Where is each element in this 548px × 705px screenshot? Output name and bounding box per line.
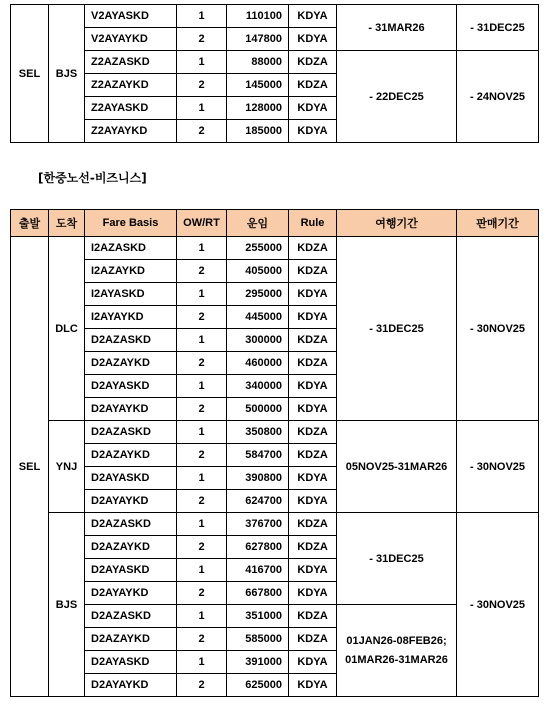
header-fare-basis: Fare Basis <box>85 210 177 237</box>
ow-rt-cell: 1 <box>177 375 227 398</box>
travel-period-cell: - 31DEC25 <box>337 237 457 421</box>
fare-basis-cell: V2AYASKD <box>85 5 177 28</box>
fare-amount-cell: 627800 <box>227 536 289 559</box>
header-fare: 운임 <box>227 210 289 237</box>
fare-amount-cell: 147800 <box>227 28 289 51</box>
fare-basis-cell: D2AYAYKD <box>85 582 177 605</box>
rule-cell: KDYA <box>289 490 337 513</box>
rule-cell: KDZA <box>289 237 337 260</box>
travel-period-cell: - 31MAR26 <box>337 5 457 51</box>
travel-period-line: 01JAN26-08FEB26; <box>346 634 447 647</box>
rule-cell: KDZA <box>289 260 337 283</box>
rule-cell: KDYA <box>289 582 337 605</box>
header-ow-rt: OW/RT <box>177 210 227 237</box>
rule-cell: KDYA <box>289 306 337 329</box>
fare-amount-cell: 416700 <box>227 559 289 582</box>
table-row <box>11 5 539 28</box>
rule-cell: KDYA <box>289 28 337 51</box>
ow-rt-cell: 1 <box>177 97 227 120</box>
rule-cell: KDZA <box>289 536 337 559</box>
fare-amount-cell: 445000 <box>227 306 289 329</box>
rule-cell: KDZA <box>289 51 337 74</box>
ow-rt-cell: 2 <box>177 582 227 605</box>
fare-amount-cell: 625000 <box>227 674 289 697</box>
ow-rt-cell: 2 <box>177 260 227 283</box>
ow-rt-cell: 2 <box>177 306 227 329</box>
rule-cell: KDZA <box>289 421 337 444</box>
ow-rt-cell: 2 <box>177 490 227 513</box>
fare-basis-cell: I2AZAYKD <box>85 260 177 283</box>
rule-cell: KDYA <box>289 651 337 674</box>
ow-rt-cell: 2 <box>177 28 227 51</box>
travel-period-cell: - 31DEC25 <box>337 513 457 605</box>
fare-basis-cell: I2AYASKD <box>85 283 177 306</box>
fare-amount-cell: 391000 <box>227 651 289 674</box>
fare-amount-cell: 390800 <box>227 467 289 490</box>
fare-basis-cell: D2AZAYKD <box>85 536 177 559</box>
rule-cell: KDYA <box>289 97 337 120</box>
ow-rt-cell: 1 <box>177 559 227 582</box>
ow-rt-cell: 1 <box>177 513 227 536</box>
rule-cell: KDYA <box>289 398 337 421</box>
sales-period-cell: - 30NOV25 <box>457 237 539 421</box>
fare-basis-cell: Z2AYASKD <box>85 97 177 120</box>
ow-rt-cell: 2 <box>177 536 227 559</box>
fare-amount-cell: 185000 <box>227 120 289 143</box>
fare-basis-cell: I2AZASKD <box>85 237 177 260</box>
fare-amount-cell: 145000 <box>227 74 289 97</box>
header-travel-period: 여행기간 <box>337 210 457 237</box>
sales-period-cell: - 24NOV25 <box>457 51 539 143</box>
fare-basis-cell: D2AYAYKD <box>85 490 177 513</box>
rule-cell: KDZA <box>289 329 337 352</box>
rule-cell: KDYA <box>289 559 337 582</box>
fare-amount-cell: 624700 <box>227 490 289 513</box>
rule-cell: KDZA <box>289 74 337 97</box>
fare-basis-cell: D2AYASKD <box>85 375 177 398</box>
fare-basis-cell: D2AZASKD <box>85 421 177 444</box>
fare-basis-cell: D2AYASKD <box>85 467 177 490</box>
fare-amount-cell: 667800 <box>227 582 289 605</box>
fare-amount-cell: 460000 <box>227 352 289 375</box>
fare-basis-cell: D2AZAYKD <box>85 444 177 467</box>
rule-cell: KDYA <box>289 674 337 697</box>
sales-period-cell: - 30NOV25 <box>457 421 539 513</box>
rule-cell: KDYA <box>289 375 337 398</box>
origin-cell: SEL <box>11 237 49 697</box>
fare-amount-cell: 340000 <box>227 375 289 398</box>
ow-rt-cell: 2 <box>177 120 227 143</box>
destination-cell: BJS <box>49 513 85 697</box>
ow-rt-cell: 2 <box>177 628 227 651</box>
fare-basis-cell: I2AYAYKD <box>85 306 177 329</box>
rule-cell: KDYA <box>289 5 337 28</box>
ow-rt-cell: 1 <box>177 283 227 306</box>
table-row <box>11 237 539 260</box>
travel-period-cell <box>337 605 457 697</box>
fare-amount-cell: 584700 <box>227 444 289 467</box>
fare-table-business <box>10 209 539 697</box>
header-sales-period: 판매기간 <box>457 210 539 237</box>
sales-period-cell: - 31DEC25 <box>457 5 539 51</box>
table-row <box>11 513 539 536</box>
fare-basis-cell: D2AYAYKD <box>85 674 177 697</box>
fare-basis-cell: D2AZAYKD <box>85 352 177 375</box>
fare-basis-cell: D2AZASKD <box>85 605 177 628</box>
rule-cell: KDYA <box>289 283 337 306</box>
ow-rt-cell: 1 <box>177 51 227 74</box>
travel-period-cell: - 22DEC25 <box>337 51 457 143</box>
ow-rt-cell: 1 <box>177 329 227 352</box>
travel-period-line: 01MAR26-31MAR26 <box>345 653 448 666</box>
fare-basis-cell: D2AZASKD <box>85 329 177 352</box>
fare-amount-cell: 300000 <box>227 329 289 352</box>
sales-period-cell: - 30NOV25 <box>457 513 539 697</box>
rule-cell: KDZA <box>289 513 337 536</box>
fare-basis-cell: D2AZAYKD <box>85 628 177 651</box>
fare-amount-cell: 585000 <box>227 628 289 651</box>
destination-cell: YNJ <box>49 421 85 513</box>
fare-table-top <box>10 4 539 143</box>
fare-basis-cell: D2AZASKD <box>85 513 177 536</box>
section-title: [한중노선-비즈니스] <box>38 171 147 185</box>
ow-rt-cell: 2 <box>177 74 227 97</box>
table-header-row <box>11 210 539 237</box>
rule-cell: KDYA <box>289 467 337 490</box>
rule-cell: KDZA <box>289 628 337 651</box>
fare-amount-cell: 110100 <box>227 5 289 28</box>
fare-basis-cell: D2AYAYKD <box>85 398 177 421</box>
ow-rt-cell: 1 <box>177 651 227 674</box>
fare-amount-cell: 350800 <box>227 421 289 444</box>
destination-cell: DLC <box>49 237 85 421</box>
fare-amount-cell: 128000 <box>227 97 289 120</box>
header-rule: Rule <box>289 210 337 237</box>
ow-rt-cell: 2 <box>177 398 227 421</box>
origin-cell: SEL <box>11 5 49 143</box>
ow-rt-cell: 1 <box>177 237 227 260</box>
destination-cell: BJS <box>49 5 85 143</box>
fare-amount-cell: 500000 <box>227 398 289 421</box>
table-row <box>11 421 539 444</box>
header-destination: 도착 <box>49 210 85 237</box>
fare-basis-cell: Z2AZAYKD <box>85 74 177 97</box>
ow-rt-cell: 1 <box>177 605 227 628</box>
fare-basis-cell: D2AYASKD <box>85 559 177 582</box>
ow-rt-cell: 1 <box>177 467 227 490</box>
ow-rt-cell: 2 <box>177 444 227 467</box>
fare-basis-cell: D2AYASKD <box>85 651 177 674</box>
table-row <box>11 51 539 74</box>
rule-cell: KDZA <box>289 444 337 467</box>
fare-amount-cell: 295000 <box>227 283 289 306</box>
ow-rt-cell: 1 <box>177 5 227 28</box>
rule-cell: KDZA <box>289 605 337 628</box>
fare-amount-cell: 351000 <box>227 605 289 628</box>
fare-amount-cell: 255000 <box>227 237 289 260</box>
fare-amount-cell: 88000 <box>227 51 289 74</box>
rule-cell: KDYA <box>289 120 337 143</box>
header-origin: 출발 <box>11 210 49 237</box>
fare-amount-cell: 405000 <box>227 260 289 283</box>
ow-rt-cell: 1 <box>177 421 227 444</box>
travel-period-cell: 05NOV25-31MAR26 <box>337 421 457 513</box>
rule-cell: KDZA <box>289 352 337 375</box>
ow-rt-cell: 2 <box>177 674 227 697</box>
ow-rt-cell: 2 <box>177 352 227 375</box>
fare-basis-cell: Z2AZASKD <box>85 51 177 74</box>
fare-basis-cell: Z2AYAYKD <box>85 120 177 143</box>
fare-basis-cell: V2AYAYKD <box>85 28 177 51</box>
fare-amount-cell: 376700 <box>227 513 289 536</box>
